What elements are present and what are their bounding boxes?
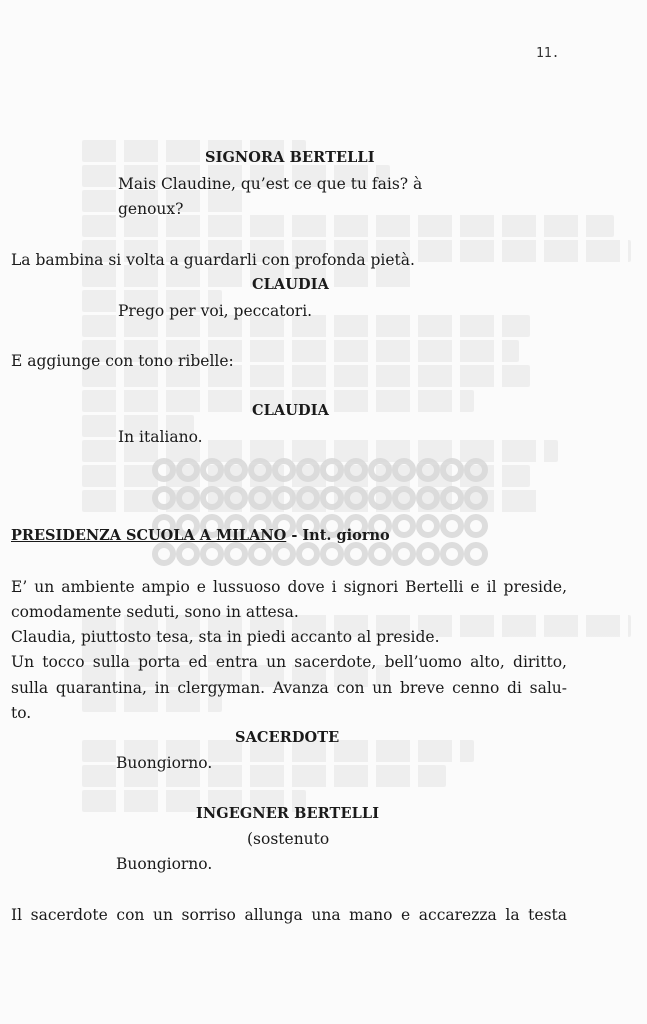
scene-location: PRESIDENZA SCUOLA A MILANO [11,527,287,544]
action-line: Un tocco sulla porta ed entra un sacerdote, bell’uomo alto, diritto, [11,653,567,671]
dialogue-line: Prego per voi, peccatori. [118,302,313,320]
dialogue-line: Buongiorno. [116,855,213,873]
watermark-logo [150,452,502,576]
action-line: comodamente seduti, sono in attesa. [11,603,299,621]
dialogue-line: In italiano. [118,428,203,446]
action-line: E aggiunge con tono ribelle: [11,352,234,370]
speaker-claudia: CLAUDIA [252,402,329,419]
speaker-claudia: CLAUDIA [252,276,329,293]
speaker-sacerdote: SACERDOTE [235,729,340,746]
scene-heading [11,526,390,546]
action-line: E’ un ambiente ampio e lussuoso dove i signori Bertelli e il preside, [11,578,567,596]
dialogue-line: Mais Claudine, qu’est ce que tu fais? à [118,175,423,193]
dialogue-line: genoux? [118,200,184,218]
speaker-signora-bertelli: SIGNORA BERTELLI [205,149,375,166]
parenthetical: (sostenuto [247,830,330,848]
action-line: Il sacerdote con un sorriso allunga una mano e accarezza la testa [11,906,567,924]
speaker-ingegner-bertelli: INGEGNER BERTELLI [196,805,380,822]
page-number: 11. [536,46,560,61]
action-line: Claudia, piuttosto tesa, sta in piedi accanto al preside. [11,628,440,646]
action-line: to. [11,704,32,722]
dialogue-line: Buongiorno. [116,754,213,772]
action-line: La bambina si volta a guardarli con profonda pietà. [11,251,415,269]
scene-time: - Int. giorno [286,527,390,544]
action-line: sulla quarantina, in clergyman. Avanza con un breve cenno di salu- [11,679,567,697]
